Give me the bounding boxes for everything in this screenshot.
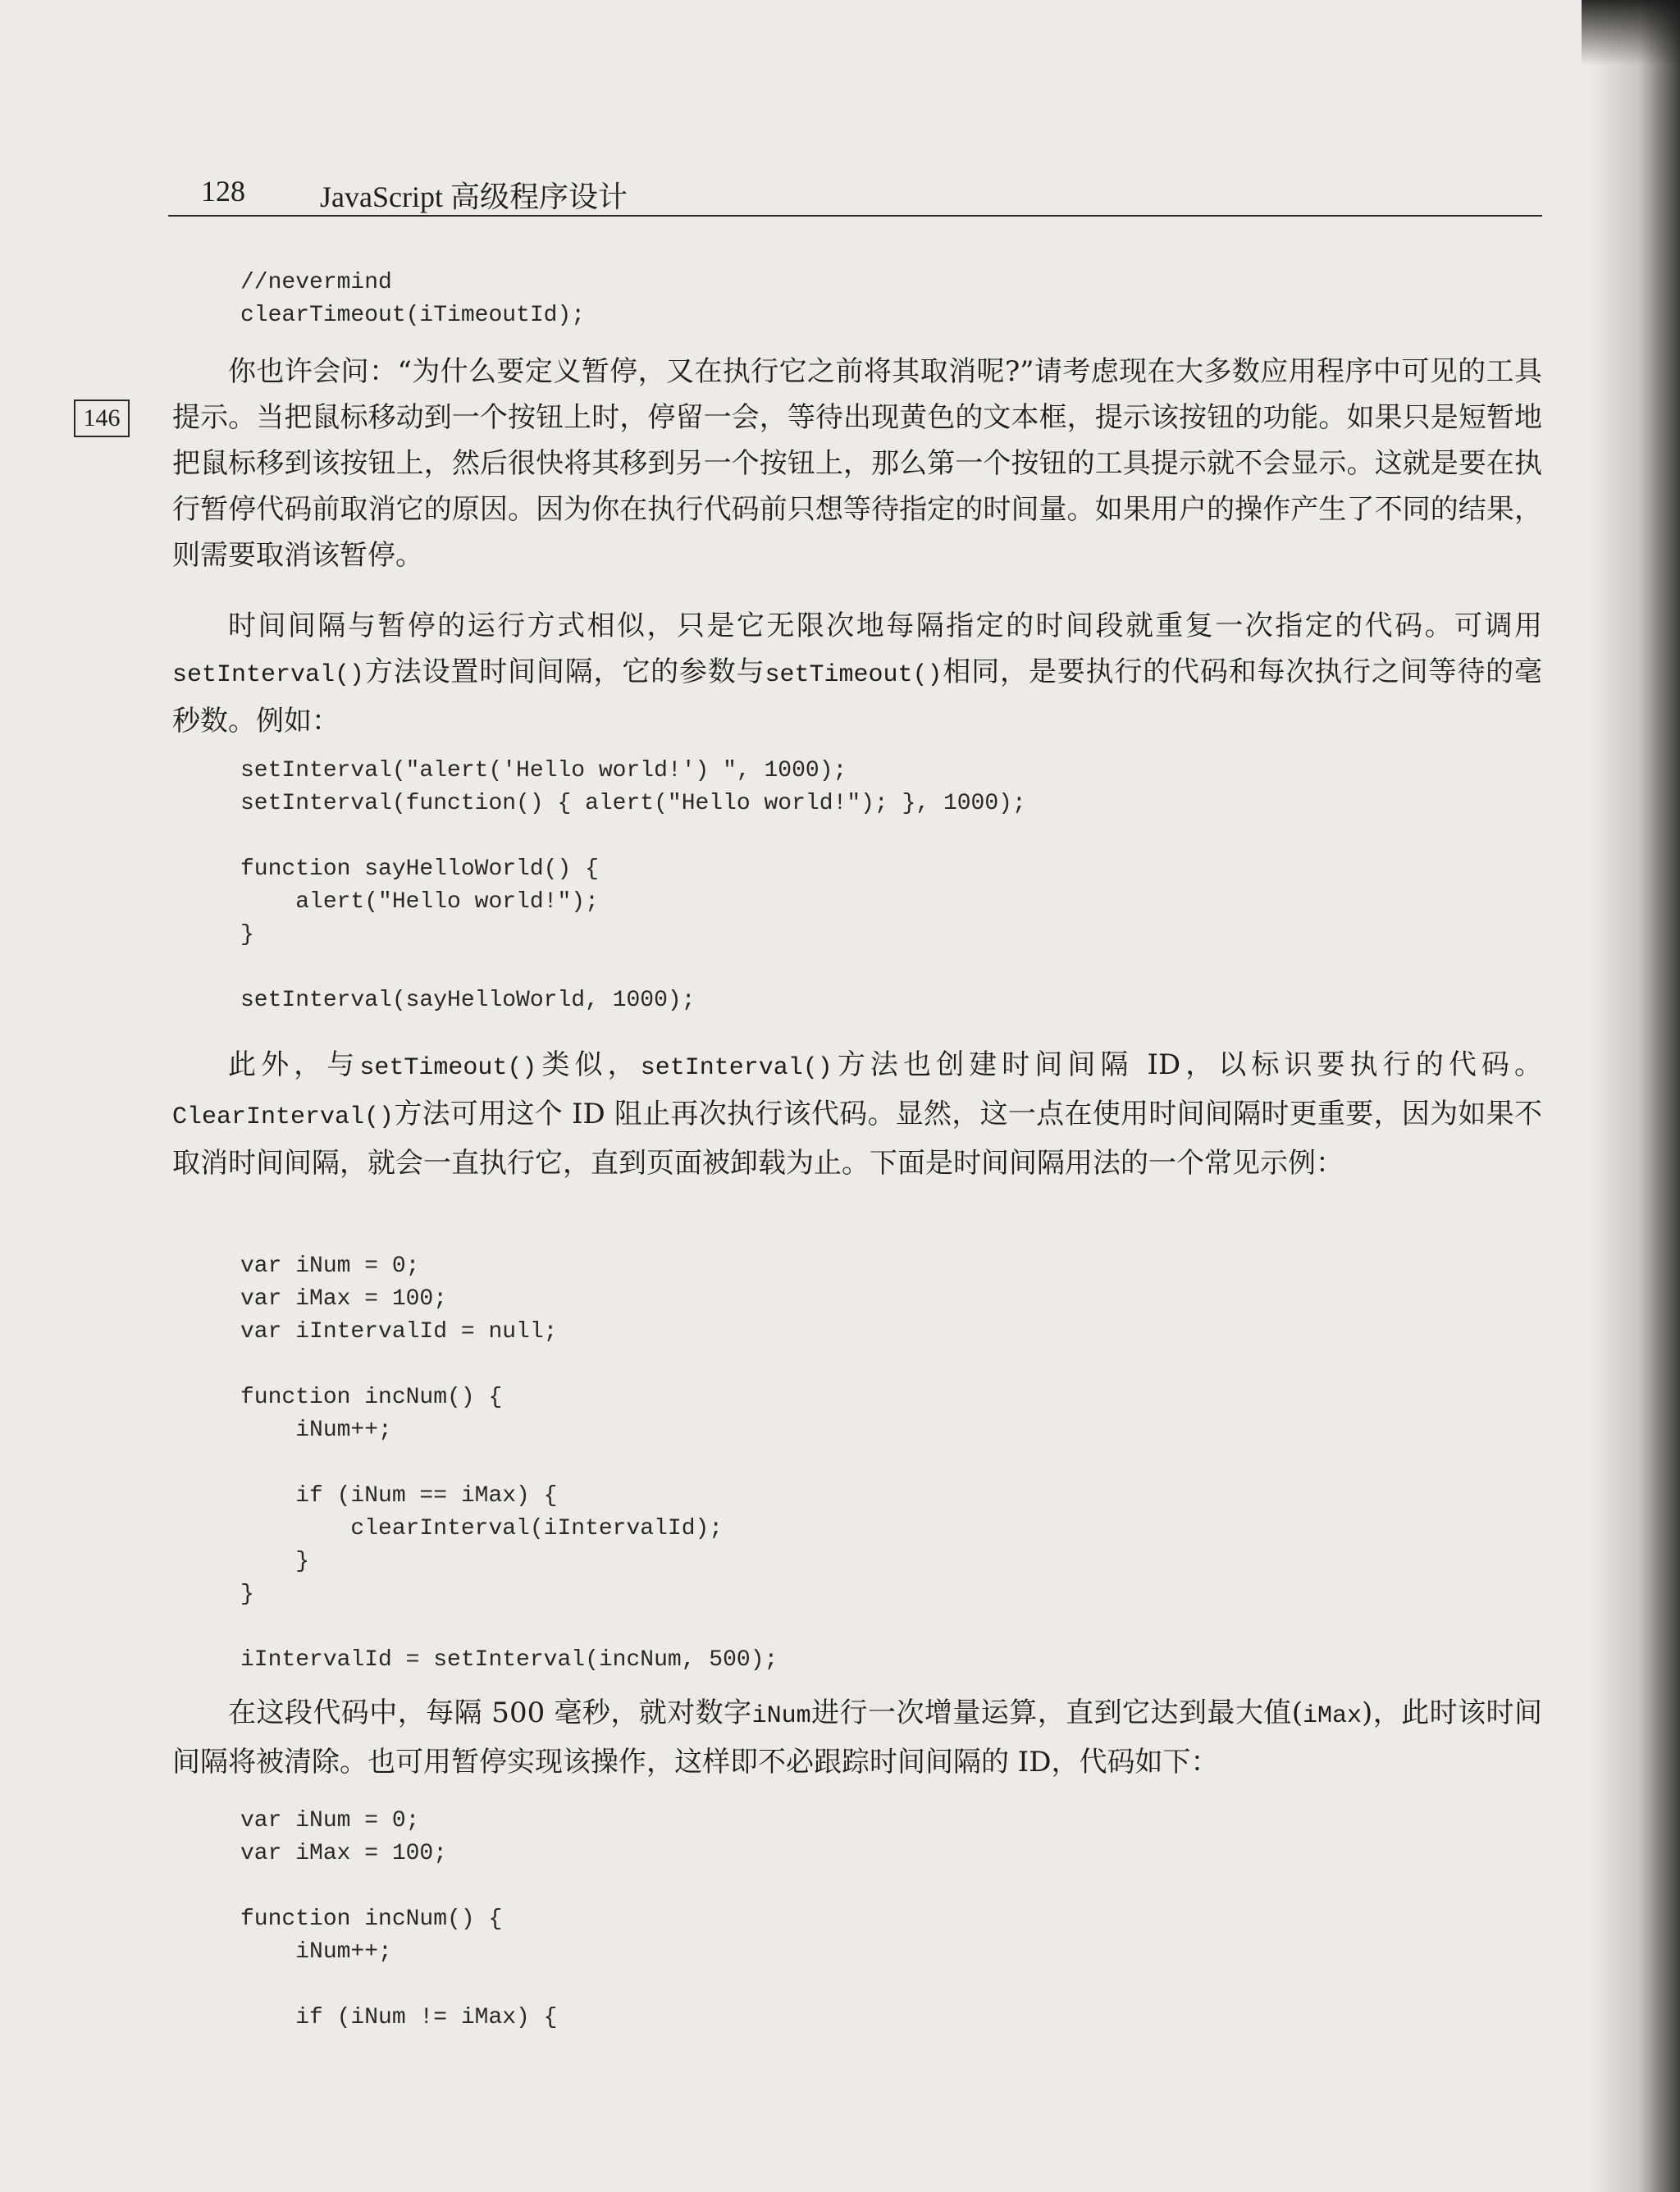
code-line — [240, 1447, 778, 1480]
code-line: } — [240, 922, 254, 948]
code-line: iNum++; — [240, 1418, 392, 1443]
inline-code-inum: iNum — [751, 1702, 811, 1730]
code-line — [240, 1611, 778, 1644]
running-header — [168, 164, 1542, 217]
code-line: function incNum() { — [240, 1907, 503, 1932]
code-line: setInterval(function() { alert("Hello world!"); }, 1000); — [240, 791, 1026, 816]
paragraph-text: 此外，与 — [228, 1048, 360, 1081]
code-line: var iIntervalId = null; — [240, 1319, 558, 1345]
code-line — [240, 1969, 557, 2002]
paragraph-text: 进行一次增量运算，直到它达到最大值( — [810, 1697, 1303, 1729]
code-line: if (iNum != iMax) { — [240, 2005, 558, 2030]
code-line: iNum++; — [240, 1939, 392, 1965]
code-line: setInterval(sayHelloWorld, 1000); — [240, 988, 696, 1013]
code-line: var iNum = 0; — [240, 1808, 420, 1834]
inline-code-settimeout: setTimeout() — [765, 661, 943, 689]
code-line: //nevermind — [240, 270, 392, 295]
paragraph-text: 在这段代码中，每隔 500 毫秒，就对数字 — [228, 1697, 752, 1729]
paragraph-timeout-alternative — [172, 1690, 1542, 1785]
paragraph-text: 方法也创建时间间隔 ID，以标识要执行的代码。 — [832, 1048, 1543, 1081]
code-line: function sayHelloWorld() { — [240, 856, 599, 882]
original-page-reference: 146 — [74, 400, 130, 437]
binding-shadow — [1590, 0, 1680, 2192]
code-block-timeout-example — [240, 1805, 557, 2034]
code-line: var iNum = 0; — [240, 1254, 420, 1279]
code-block-interval-example — [240, 1250, 778, 1677]
paragraph-text: )，此时该时间间隔将被清除。也可用暂停实现该操作，这样即不必跟踪时间间隔的 ID，代码如下： — [172, 1697, 1542, 1779]
inline-code-clearinterval: ClearInterval() — [172, 1103, 395, 1131]
code-line: var iMax = 100; — [240, 1841, 448, 1866]
code-line: } — [240, 1549, 310, 1574]
code-line: alert("Hello world!"); — [240, 889, 599, 915]
code-line: clearInterval(iIntervalId); — [240, 1516, 724, 1541]
paragraph-tooltip-explanation — [172, 349, 1542, 578]
code-line — [240, 952, 1026, 984]
code-line: var iMax = 100; — [240, 1286, 448, 1312]
inline-code-settimeout: setTimeout() — [359, 1054, 537, 1082]
paragraph-text: 类似， — [536, 1048, 641, 1081]
code-line — [240, 1349, 778, 1381]
running-title: JavaScript 高级程序设计 — [320, 180, 628, 213]
paragraph-text: 你也许会问：“为什么要定义暂停，又在执行它之前将其取消呢?”请考虑现在大多数应用程序中可见的工具提示。当把鼠标移动到一个按钮上时，停留一会，等待出现黄色的文本框，提示该按钮的功能。如果只是短暂地把鼠标移到该按钮上，然后很快将其移到另一个按钮上，那么第一个按钮的工具提示就不会显示。这就是要在执行暂停代码前取消它的原因。因为你在执行代码前只想等待指定的时间量。如果用户的操作产生了不同的结果，则需要取消该暂停。 — [172, 355, 1542, 572]
page-number: 128 — [201, 175, 245, 208]
inline-code-setinterval: setInterval() — [640, 1054, 833, 1082]
inline-code-imax: iMax — [1303, 1702, 1363, 1730]
code-line: setInterval("alert('Hello world!') ", 1000); — [240, 758, 847, 783]
paragraph-interval-id — [172, 1042, 1542, 1186]
corner-shadow — [1582, 0, 1680, 66]
code-line: if (iNum == iMax) { — [240, 1483, 558, 1509]
paragraph-text: 时间间隔与暂停的运行方式相似，只是它无限次地每隔指定的时间段就重复一次指定的代码。可调用 — [228, 610, 1542, 642]
code-line — [240, 820, 1026, 853]
paragraph-text: 方法可用这个 ID 阻止再次执行该代码。显然，这一点在使用时间间隔时更重要，因为如果不取消时间间隔，就会一直执行它，直到页面被卸载为止。下面是时间间隔用法的一个常见示例： — [172, 1098, 1542, 1180]
code-line: iIntervalId = setInterval(incNum, 500); — [240, 1647, 778, 1673]
code-block-nevermind — [240, 267, 585, 332]
code-line: clearTimeout(iTimeoutId); — [240, 303, 586, 328]
paragraph-text: 方法设置时间间隔，它的参数与 — [364, 655, 765, 688]
code-line — [240, 1870, 557, 1903]
code-block-setinterval-examples — [240, 755, 1026, 1017]
code-line: } — [240, 1582, 254, 1607]
code-line: function incNum() { — [240, 1385, 503, 1410]
paragraph-interval-intro — [172, 603, 1542, 744]
paragraph-text: 相同，是要执行的代码和每次执行之间等待的毫秒数。例如： — [172, 655, 1543, 738]
inline-code-setinterval: setInterval() — [172, 661, 365, 689]
